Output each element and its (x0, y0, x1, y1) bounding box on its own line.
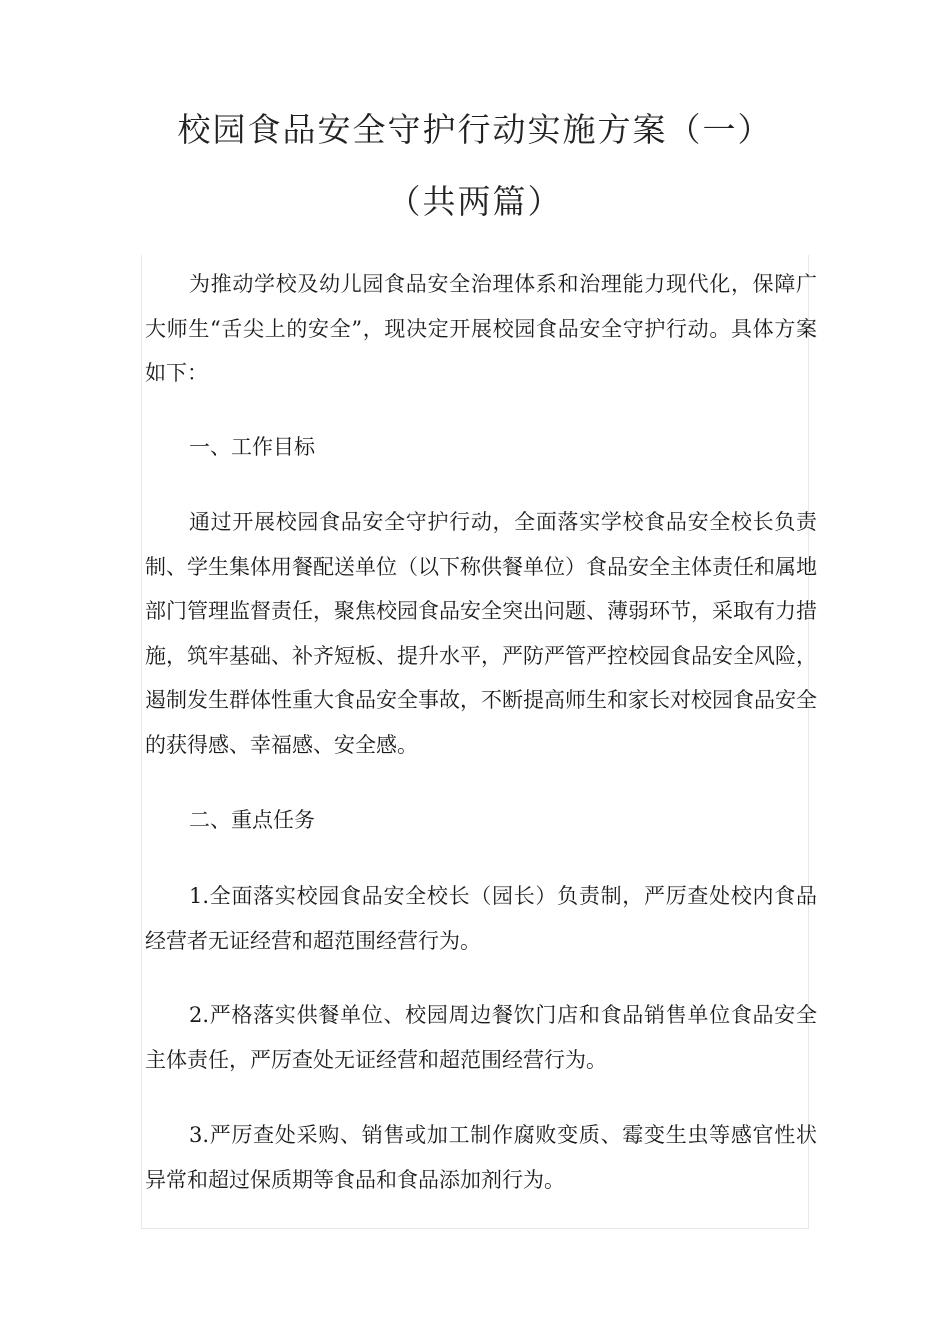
task-item-1: 1.全面落实校园食品安全校长（园长）负责制，严厉查处校内食品经营者无证经营和超范围经营行为。 (145, 884, 817, 953)
task-item-3: 3.严厉查处采购、销售或加工制作腐败变质、霉变生虫等感官性状异常和超过保质期等食品和食品添加剂行为。 (145, 1123, 817, 1192)
task-item-2: 2.严格落实供餐单位、校园周边餐饮门店和食品销售单位食品安全主体责任，严厉查处无证经营和超范围经营行为。 (145, 1003, 817, 1072)
goals-paragraph: 通过开展校园食品安全守护行动，全面落实学校食品安全校长负责制、学生集体用餐配送单位（以下称供餐单位）食品安全主体责任和属地部门管理监督责任，聚焦校园食品安全突出问题、薄弱环节，采取有力措施，筑牢基础、补齐短板、提升水平，严防严管严控校园食品安全风险，遏制发生群体性重大食品安全事故，不断提高师生和家长对校园食品安全的获得感、幸福感、安全感。 (145, 510, 817, 757)
document-title: 校园食品安全守护行动实施方案（一） (177, 110, 773, 149)
intro-paragraph: 为推动学校及幼儿园食品安全治理体系和治理能力现代化，保障广大师生“舌尖上的安全”，现决定开展校园食品安全守护行动。具体方案如下： (145, 272, 817, 385)
section-heading-tasks: 二、重点任务 (189, 808, 315, 832)
document-subtitle: （共两篇） (387, 182, 563, 221)
section-heading-goals: 一、工作目标 (189, 435, 315, 459)
